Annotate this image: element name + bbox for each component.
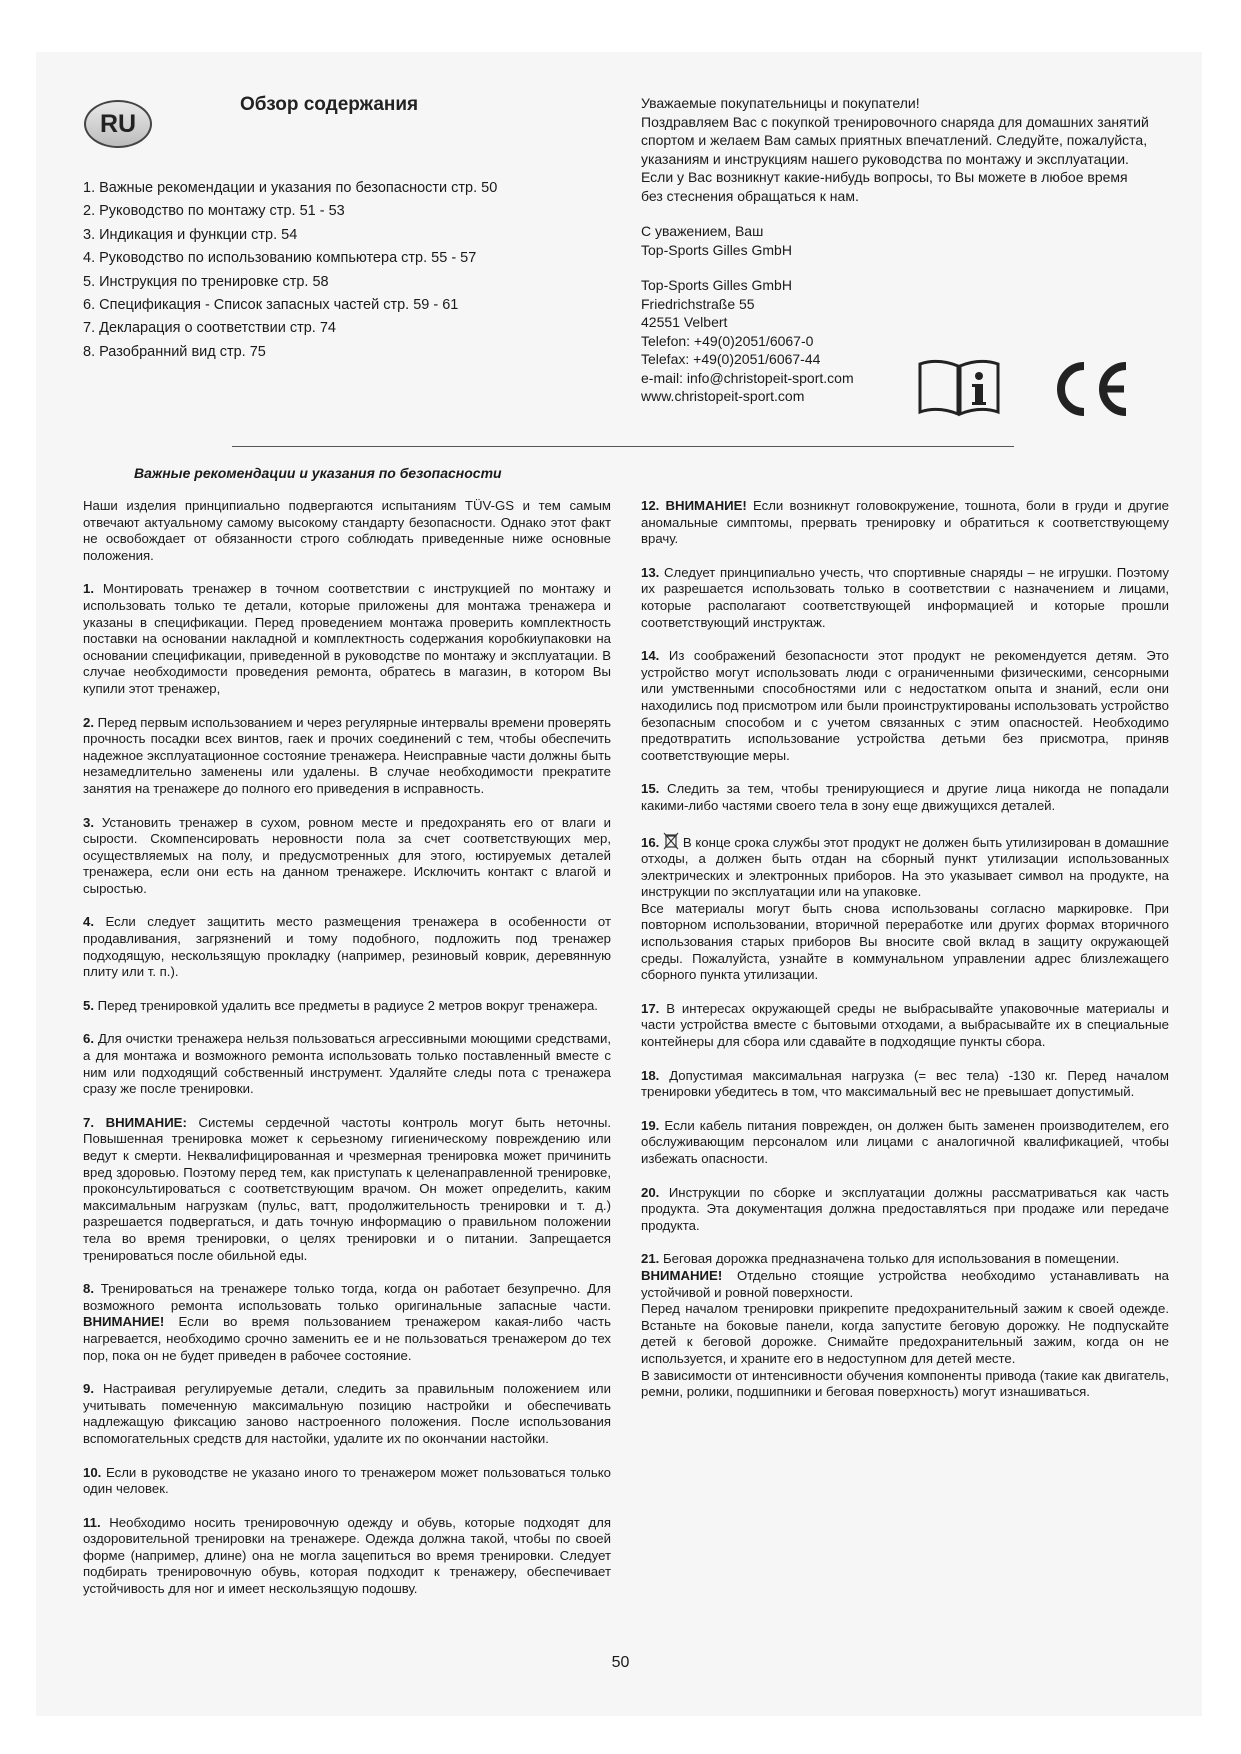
language-badge: RU	[84, 100, 152, 148]
toc-title: Обзор содержания	[240, 94, 419, 115]
safety-item-20: 20. Инструкции по сборке и эксплуатации должны рассматриваться как часть продукта. Эта документация должна предоставляться при продаже или передаче продукта.	[641, 1184, 1169, 1233]
safety-item-4: 4. Если следует защитить место размещения тренажера в особенности от продавливания, загрязнений и тому подобного, подложить под тренажер подходящую, нескользящую прокладку (например, резиновый коврик, деревянную плиту или т. п.).	[83, 914, 611, 980]
greeting-salutation: Уважаемые покупательницы и покупатели!	[641, 95, 920, 111]
address-city: 42551 Velbert	[641, 314, 728, 330]
address-email: e-mail: info@christopeit-sport.com	[641, 369, 854, 386]
safety-intro: Наши изделия принципиально подвергаются испытаниям TÜV-GS и тем самым отвечают актуальному самому высокому стандарту безопасности. Однако этот факт не освобождает от обязанности строго соблюдать приведенные ниже основные положения.	[83, 498, 611, 563]
address-company: Top-Sports Gilles GmbH	[641, 277, 792, 293]
greeting-company: Top-Sports Gilles GmbH	[641, 241, 792, 258]
toc-list	[83, 177, 603, 364]
safety-item-21: 21. Беговая дорожка предназначена только для использования в помещении. ВНИМАНИЕ! Отдельно стоящие устройства необходимо устанавливать на устойчивой и ровной поверхности.	[641, 1251, 1169, 1300]
safety-item-8: 8. Тренироваться на тренажере только тогда, когда он работает безупречно. Для возможного ремонта использовать только оригинальные запасные части. ВНИМАНИЕ! Если во время пользованием тренажером какая-либо часть нагревается, необходимо срочно заменить ее и не пользоваться тренажером до тех пор, пока он не будет приведен в рабочее состояние.	[83, 1281, 611, 1363]
info-manual-icon	[916, 356, 1002, 418]
toc-item: 1. Важные рекомендации и указания по безопасности стр. 50	[83, 180, 498, 196]
safety-item-6: 6. Для очистки тренажера нельзя пользоваться агрессивными моющими средствами, а для монтажа и возможного ремонта использовать только поставленный вместе с ним или подходящий собственный инструмент. Удаляйте следы пота с тренажера сразу же после тренировки.	[83, 1031, 611, 1097]
safety-item-19: 19. Если кабель питания поврежден, он должен быть заменен производителем, его обслуживающим персоналом или лицами с аналогичной квалификацией, чтобы избежать опасности.	[641, 1117, 1169, 1166]
address-fax: Telefax: +49(0)2051/6067-44	[641, 351, 821, 367]
safety-item-17: 17. В интересах окружающей среды не выбрасывайте упаковочные материалы и части устройства вместе с бытовыми отходами, а выбрасывайте их в специальные контейнеры для сбора или сдавайте в подходящие пункты сбора.	[641, 1000, 1169, 1050]
greeting-closing: С уважением, Ваш	[641, 223, 764, 239]
safety-item-13: 13. Следует принципиально учесть, что спортивные снаряды – не игрушки. Поэтому их разрешается использовать только в соответствии с назначением и лицами, которые располагают соответствующей информацией и которые прошли соответствующий инструктаж.	[641, 564, 1169, 630]
section-divider	[232, 446, 1014, 447]
address-street: Friedrichstraße 55	[641, 295, 755, 312]
safety-item-14: 14. Из соображений безопасности этот продукт не рекомендуется детям. Это устройство могут использовать люди с ограниченными физическими, сенсорными или умственными способностями или с недостатком опыта и знаний, если они находились под присмотром или были проинструктированы использовать устройство безопасным способом и с учетом связанных с этим опасностей. Необходимо предотвратить использование устройства детьми без присмотра, приняв соответствующие меры.	[641, 648, 1170, 763]
greeting-paragraph: Поздравляем Вас с покупкой тренировочного снаряда для домашних занятий спортом и желаем Вам самых приятных впечатлений. Следуйте, пожалуйста, указаниям и инструкциям нашего руководства по монтажу и эксплуатации. Если у Вас возникнут какие-нибудь вопросы, то Вы можете в любое время без стеснения обращаться к нам.	[641, 113, 1149, 204]
safety-item-18: 18. Допустимая максимальная нагрузка (= вес тела) -130 кг. Перед началом тренировки убедитесь в том, что максимальный вес не превышает допустимый.	[641, 1067, 1169, 1100]
toc-item: 5. Инструкция по тренировке стр. 58	[83, 273, 329, 290]
page-number: 50	[611, 1654, 630, 1671]
toc-item: 8. Разобранний вид стр. 75	[83, 343, 266, 360]
toc-item: 6. Спецификация - Список запасных частей стр. 59 - 61	[83, 297, 459, 314]
weee-bin-icon	[663, 832, 679, 850]
safety-item-7: 7. ВНИМАНИЕ: Системы сердечной частоты контроль могут быть неточны. Повышенная тренировка может к серьезному гигиеническому повреждению или ведут к смерти. Неквалифицированная и чрезмерная тренировка может причинить вред здоровью. Поэтому перед тем, как приступать к целенаправленной тренировке, проконсультироваться с соответствующим врачом. Он может определить, каким максимальным нагрузкам (пульс, ватт, продолжительность тренировки и т. д.) разрешается подвергаться, и дать точную информацию о правильном положении тела во время тренировки, о целях тренировки и о питании. Запрещается тренироваться после обильной еды.	[83, 1114, 611, 1263]
safety-item-21-extra2: В зависимости от интенсивности обучения компоненты привода (такие как двигатель, ремни, ролики, подшипники и беговая поверхность) могут изнашиваться.	[641, 1367, 1169, 1400]
safety-item-3: 3. Установить тренажер в сухом, ровном месте и предохранять его от влаги и сырости. Скомпенсировать неровности пола за счет соответствующих мер, осуществляемых на полу, и предусмотренных для этого, юстируемых деталей тренажера, если они есть на данном тренажере. Исключить контакт с влагой и сыростью.	[83, 814, 611, 896]
ce-mark-icon	[1050, 360, 1132, 418]
toc-item: 7. Декларация о соответствии стр. 74	[83, 320, 336, 337]
safety-item-9: 9. Настраивая регулируемые детали, следить за правильным положением или учитывать помеченную максимальную позицию настройки и обеспечивать надлежащую фиксацию заново настроенного положения. После использования вспомогательных средств для настойки, удалите их по окончании настойки.	[83, 1381, 611, 1446]
safety-left-column	[83, 498, 611, 1615]
toc-item: 4. Руководство по использованию компьютера стр. 55 - 57	[83, 250, 477, 267]
greeting-block	[641, 94, 1171, 406]
safety-item-5: 5. Перед тренировкой удалить все предметы в радиусе 2 метров вокруг тренажера.	[83, 997, 598, 1013]
safety-heading: Важные рекомендации и указания по безопасности	[134, 465, 502, 481]
safety-item-12: 12. ВНИМАНИЕ! Если возникнут головокружение, тошнота, боли в груди и другие аномальные симптомы, прервать тренировку и обратиться к соответствующему врачу.	[641, 498, 1169, 547]
toc-item: 3. Индикация и функции стр. 54	[83, 226, 298, 243]
safety-item-1: 1. Монтировать тренажер в точном соответствии с инструкцией по монтажу и использовать только те детали, которые приложены для монтажа тренажера и указаны в спецификации. Перед проведением монтажа проверить комплектность поставки на основании накладной и комплектность содержания коробкиупаковки на основании спецификации, приведенной в руководстве по монтажу и эксплуатации. В случае необходимости проведения ремонта, обратесь в магазин, в котором Вы купили этот тренажер,	[83, 581, 611, 696]
safety-item-16-extra: Все материалы могут быть снова использованы согласно маркировке. При повторном использовании, вторичной переработке или других формах вторичного использования старых приборов Вы вносите свой вклад в защиту окружающей среды. Пожалуйста, узнайте в коммунальном управлении адрес близлежащего сборного пункта утилизации.	[641, 900, 1169, 983]
toc-item: 2. Руководство по монтажу стр. 51 - 53	[83, 203, 345, 220]
safety-item-21-extra: Перед началом тренировки прикрепите предохранительный зажим к своей одежде. Встаньте на боковые панели, когда запустите беговую дорожку. Не подпускайте детей к беговой дорожке. Снимайте предохранительный зажим, когда он не используется, и храните его в недоступном для детей месте.	[641, 1301, 1169, 1366]
safety-item-2: 2. Перед первым использованием и через регулярные интервалы времени проверять прочность посадки всех винтов, гаек и прочих соединений с тем, чтобы обеспечить надежное эксплуатационное состояние тренажера. Неисправные части должны быть незамедлительно заменены или удалены. В случае необходимости прекратите занятия на тренажере до полного его приведения в исправность.	[83, 714, 611, 796]
safety-item-10: 10. Если в руководстве не указано иного то тренажером может пользоваться только один человек.	[83, 1464, 611, 1497]
safety-item-15: 15. Следить за тем, чтобы тренирующиеся и другие лица никогда не попадали какими-либо частями своего тела в зону еще движущихся деталей.	[641, 781, 1169, 813]
safety-item-16: 16. В конце срока службы этот продукт не должен быть утилизирован в домашние отходы, а должен быть отдан на сборный пункт утилизации использованных электрических и электронных приборов. На это указывает символ на продукте, на инструкции по эксплуатации или на упаковке.	[641, 832, 1169, 901]
safety-right-column	[641, 498, 1169, 1418]
address-phone: Telefon: +49(0)2051/6067-0	[641, 332, 814, 349]
safety-item-11: 11. Необходимо носить тренировочную одежду и обувь, которые подходят для оздоровительной тренировки на тренажере. Одежда должна такой, чтобы по своей форме (например, длине) она не могла зацепиться во время тренировки. Следует подбирать тренировочную обувь, которая подходит к тренажеру, обеспечивает устойчивость для ног и имеет нескользящую подошву.	[83, 1514, 611, 1597]
address-website: www.christopeit-sport.com	[641, 388, 805, 404]
